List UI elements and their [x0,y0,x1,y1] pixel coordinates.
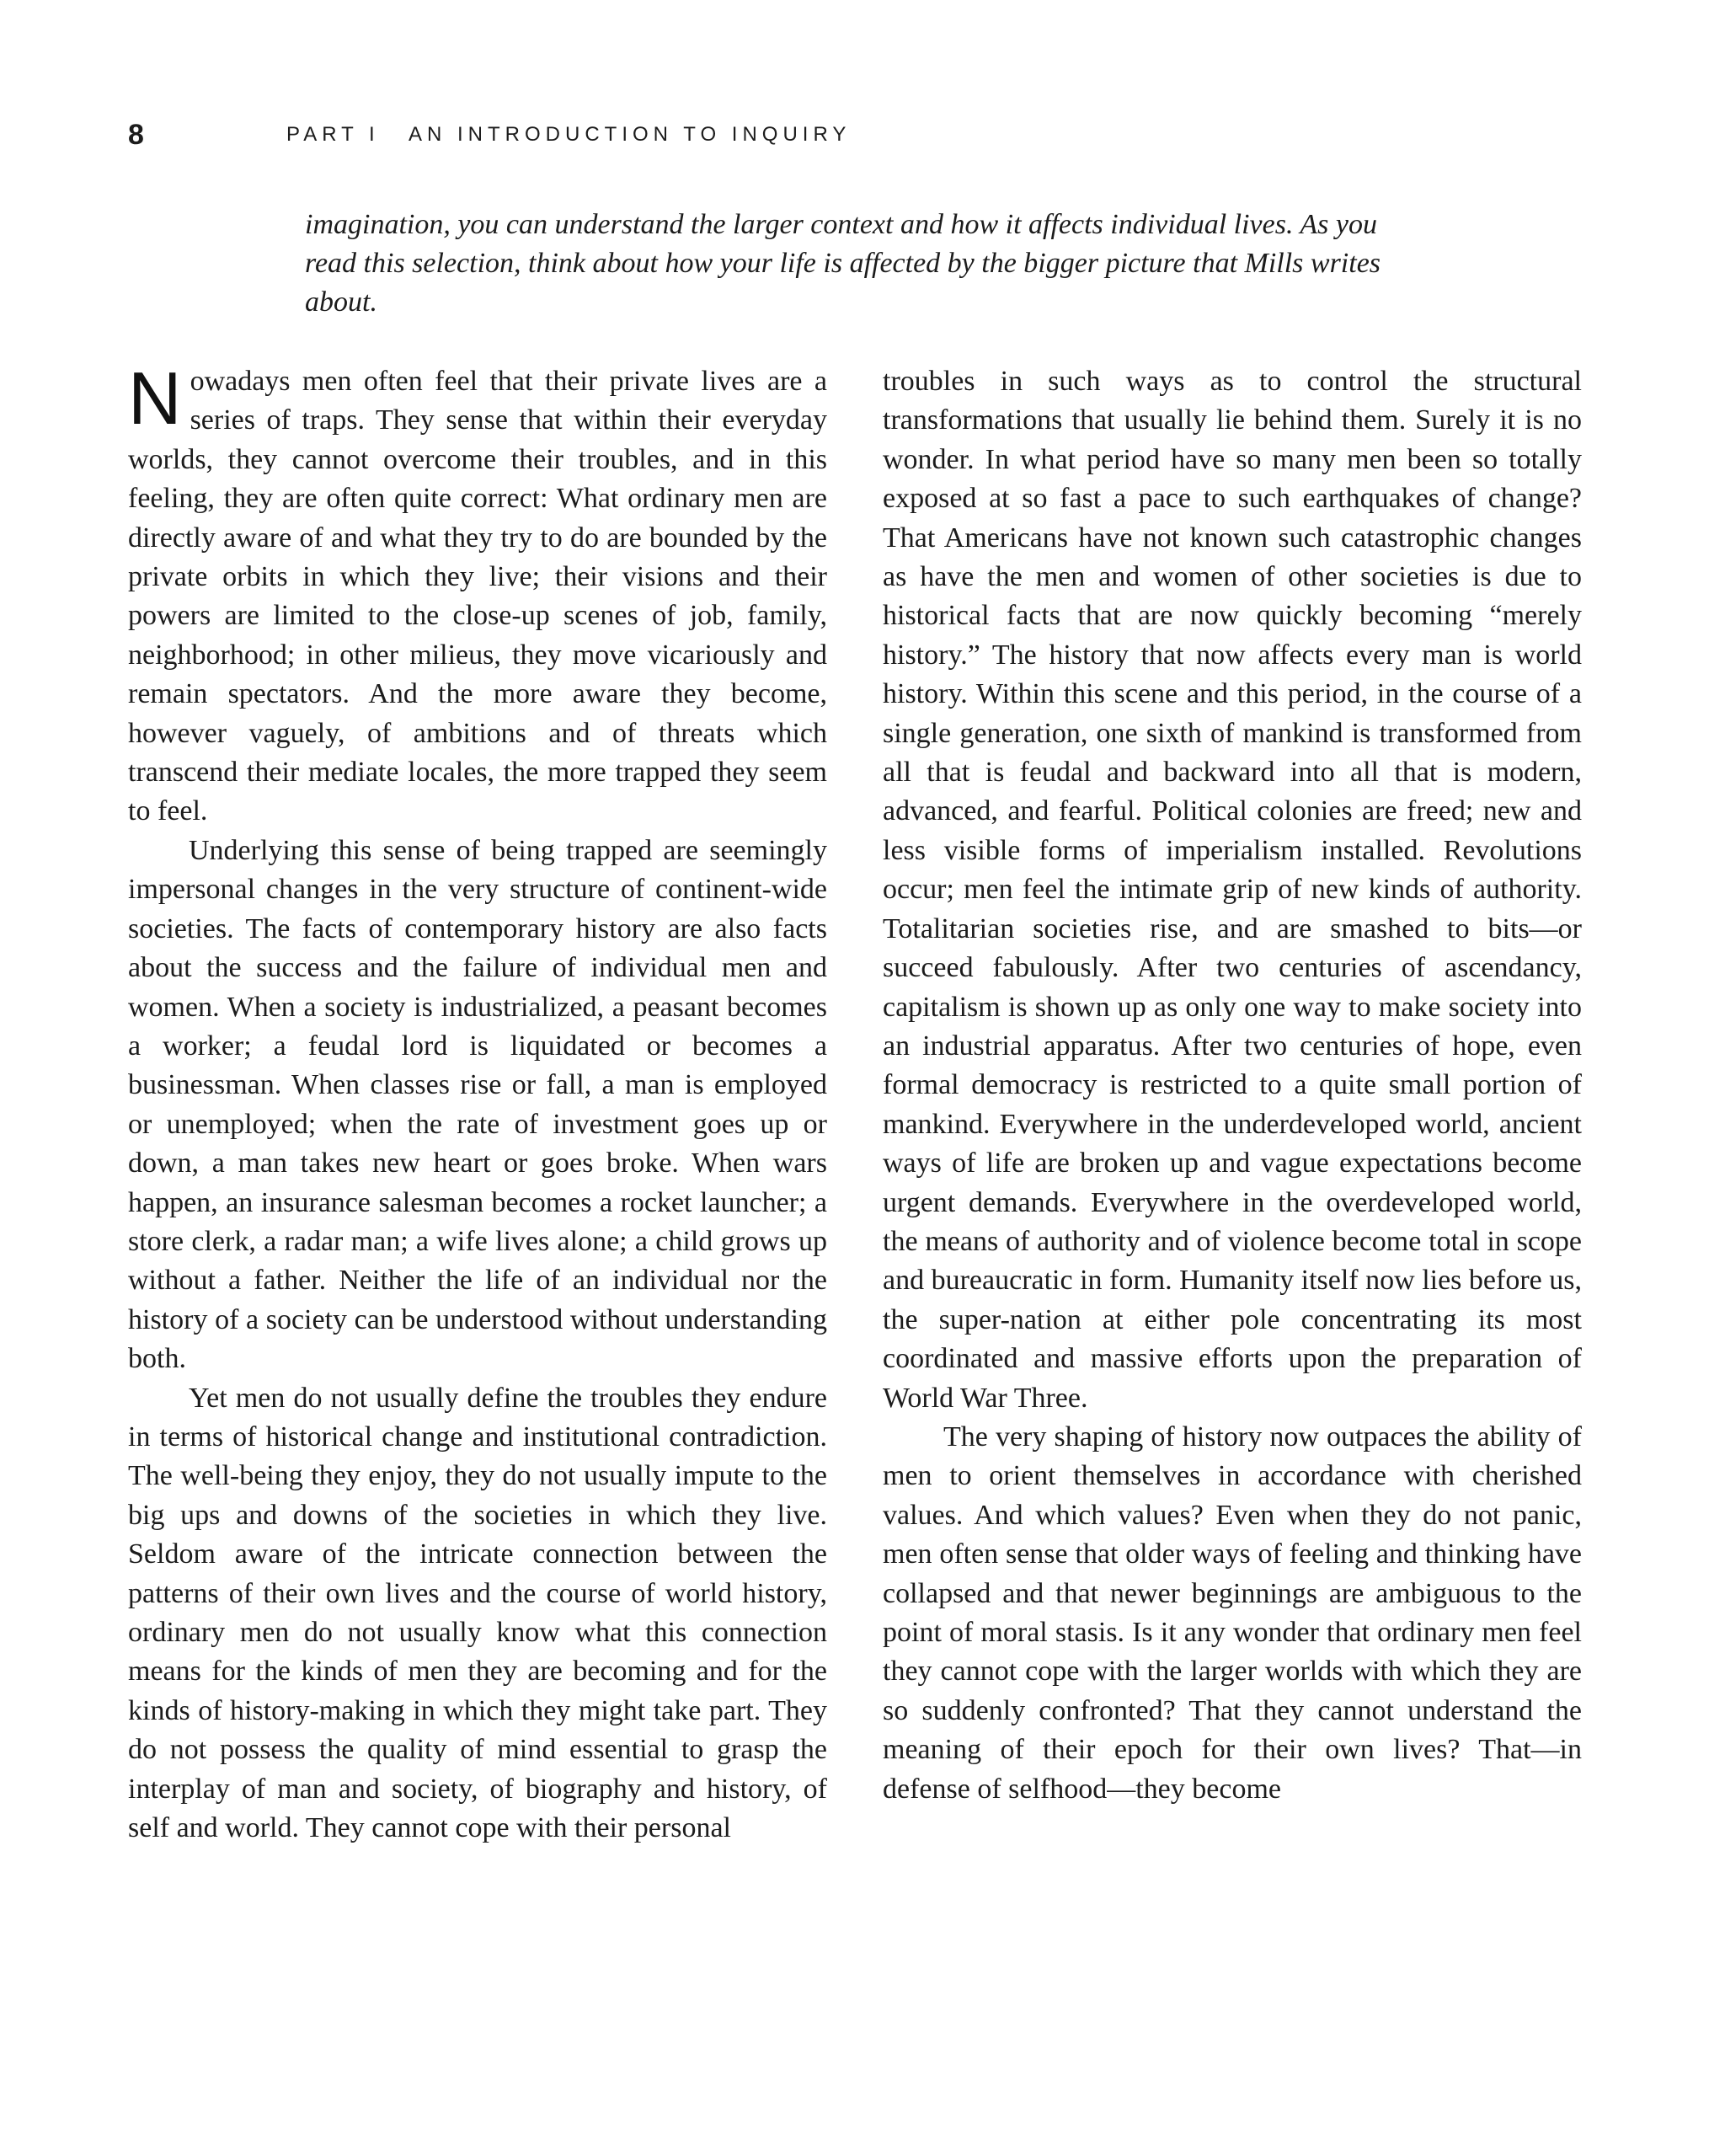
paragraph [128,356,827,832]
paragraph-text: owadays men often feel that their private lives are a series of traps. They sense that within their everyday worlds, they cannot overcome their troubles, and in this feeling, they are often quite correct: What ordinary men are directly aware of and what they try to do are bounded by the private orbits in which they live; their visions and their powers are limited to the close-up scenes of job, family, neighborhood; in other milieus, they move vicariously and remain spectators. And the more aware they become, however vaguely, of ambitions and of threats which transcend their mediate locales, the more trapped they seem to feel. [128,366,827,827]
left-column [128,356,827,1848]
paragraph: Underlying this sense of being trapped are seemingly impersonal changes in the very structure of continent-wide societies. The facts of contemporary history are also facts about the success and the failure of individual men and women. When a society is industrialized, a peasant becomes a worker; a feudal lord is liquidated or becomes a businessman. When classes rise or fall, a man is employed or unemployed; when the rate of investment goes up or down, a man takes new heart or goes broke. When wars happen, an insurance salesman becomes a rocket launcher; a store clerk, a radar man; a wife lives alone; a child grows up without a father. Neither the life of an individual nor the history of a society can be understood without understanding both. [128,834,827,1375]
drop-cap: N [128,356,182,440]
paragraph: troubles in such ways as to control the structural transformations that usually lie behind them. Surely it is no wonder. In what period have so many men been so totally exposed at so fast a pace to such earthquakes of change? That Americans have not known such catastrophic changes as have the men and women of other societies is due to historical facts that are now quickly becoming “merely history.” The history that now affects every man is world history. Within this scene and this period, in the course of a single generation, one sixth of mankind is transformed from all that is feudal and backward into all that is modern, advanced, and fearful. Political colonies are freed; new and less visible forms of imperialism installed. Revolutions occur; men feel the intimate grip of new kinds of authority. Totalitarian societies rise, and are smashed to bits—or succeed fabulously. After two centuries of ascendancy, capitalism is shown up as only one way to make society into an industrial apparatus. After two centuries of hope, even formal democracy is restricted to a quite small portion of mankind. Everywhere in the underdeveloped world, ancient ways of life are broken up and vague expectations become urgent demands. Everywhere in the overdeveloped world, the means of authority and of violence become total in scope and bureaucratic in form. Humanity itself now lies before us, the super-nation at either pole concentrating its most coordinated and massive efforts upon the preparation of World War Three. [883,366,1582,1414]
paragraph: The very shaping of history now outpaces the ability of men to orient themselves in accordance with cherished values. And which values? Even when they do not panic, men often sense that older ways of feeling and thinking have collapsed and that newer beginnings are ambiguous to the point of moral stasis. Is it any wonder that ordinary men feel they cannot cope with the larger worlds with which they are so suddenly confronted? That they cannot understand the meaning of their epoch for their own lives? That—in defense of selfhood—they become [883,1420,1582,1805]
page-number: 8 [128,119,144,151]
intro-note: imagination, you can understand the larger context and how it affects individual lives. As you read this selection, think about how your life is affected by the bigger picture that Mills writes about. [305,209,1381,318]
right-column [883,362,1582,1809]
part-label: PART I [286,123,380,146]
running-head [128,116,1560,153]
paragraph: Yet men do not usually define the troubles they endure in terms of historical change and institutional contradiction. The well-being they enjoy, they do not usually impute to the big ups and downs of the societies in which they live. Seldom aware of the intricate connection between the patterns of their own lives and the course of world history, ordinary men do not usually know what this connection means for the kinds of men they are becoming and for the kinds of history-making in which they might take part. They do not possess the quality of mind essential to grasp the interplay of man and society, of biography and history, of self and world. They cannot cope with their personal [128,1382,827,1844]
chapter-title: AN INTRODUCTION TO INQUIRY [409,123,852,146]
